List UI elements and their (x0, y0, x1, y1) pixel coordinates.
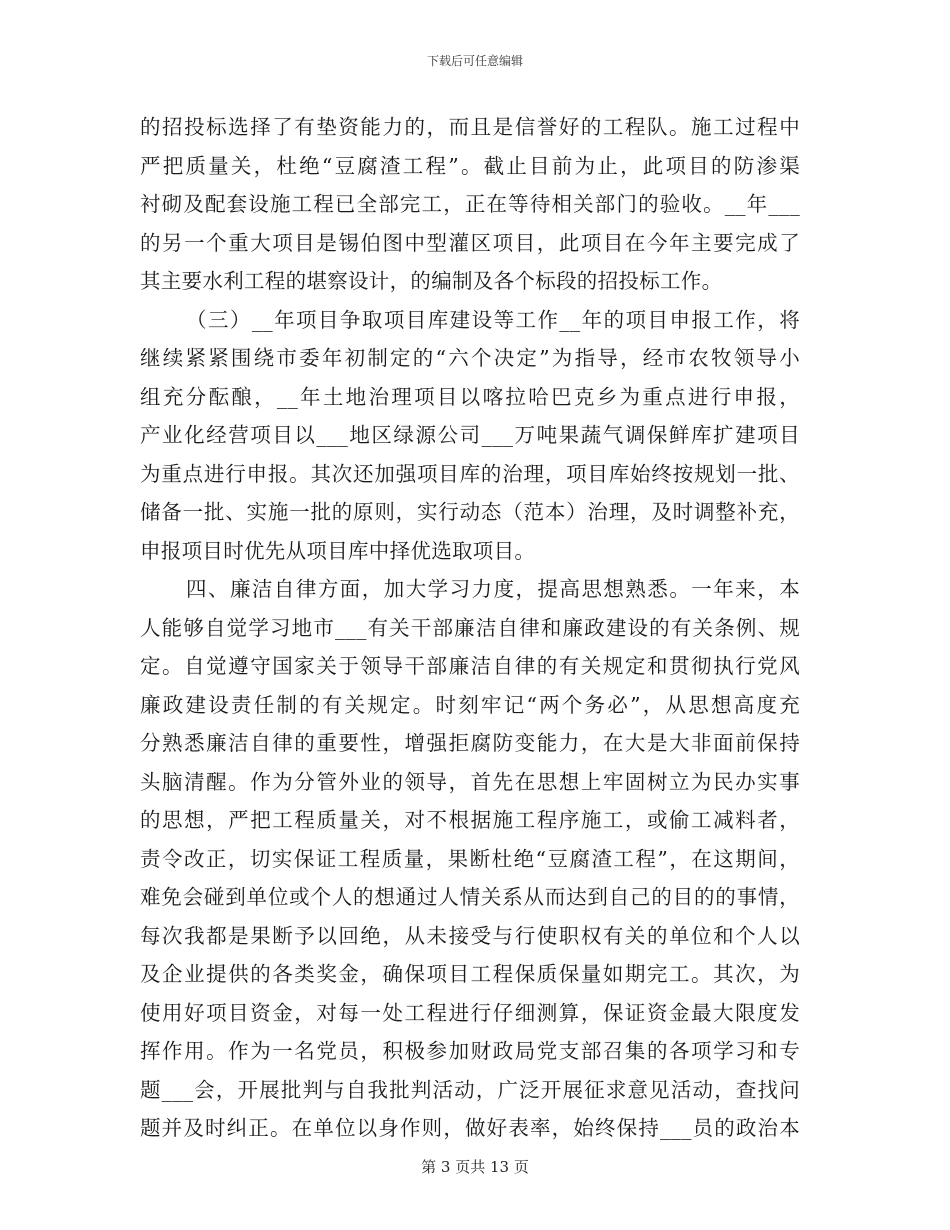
paragraph-start-line: （三）__年项目争取项目库建设等工作__年的项目申报工作，将 (186, 307, 800, 332)
text-line: 责令改正，切实保证工程质量，果断杜绝“豆腐渣工程”，在这期间， (140, 846, 800, 871)
text-line: 为重点进行申报。其次还加强项目库的治理，项目库始终按规划一批、 (140, 461, 800, 486)
text-line: 难免会碰到单位或个人的想通过人情关系从而达到自己的目的的事情， (140, 885, 800, 909)
text-line: 头脑清醒。作为分管外业的领导，首先在思想上牢固树立为民办实事 (140, 769, 800, 794)
text-line: 储备一批、实施一批的原则，实行动态（范本）治理，及时调整补充， (140, 500, 800, 524)
text-line: 的思想，严把工程质量关，对不根据施工程序施工，或偷工减料者， (140, 808, 800, 832)
text-line: 继续紧紧围绕市委年初制定的“六个决定”为指导，经市农牧领导小 (140, 346, 800, 370)
text-line: 每次我都是果断予以回绝，从未接受与行使职权有关的单位和个人以 (140, 923, 800, 948)
text-line: 其主要水利工程的堪察设计，的编制及各个标段的招投标工作。 (140, 269, 723, 293)
text-line: 产业化经营项目以___地区绿源公司___万吨果蔬气调保鲜库扩建项目 (140, 423, 800, 447)
document-body (140, 108, 800, 1148)
text-line: 人能够自觉学习地市___有关干部廉洁自律和廉政建设的有关条例、规 (140, 615, 800, 640)
paragraph-start-line: 四、廉洁自律方面，加大学习力度，提高思想熟悉。一年来，本 (186, 577, 800, 601)
text-line: 题___会，开展批判与自我批判活动，广泛开展征求意见活动，查找问 (140, 1077, 800, 1102)
text-line: 题并及时纠正。在单位以身作则，做好表率，始终保持___员的政治本 (140, 1116, 800, 1140)
text-line: 廉政建设责任制的有关规定。时刻牢记“两个务必”，从思想高度充 (140, 692, 800, 717)
text-line: 挥作用。作为一名党员，积极参加财政局党支部召集的各项学习和专 (140, 1039, 800, 1063)
page-header-note: 下载后可任意编辑 (426, 54, 523, 68)
text-line: 的另一个重大项目是锡伯图中型灌区项目，此项目在今年主要完成了 (140, 230, 800, 255)
text-line: 申报项目时优先从项目库中择优选取项目。 (140, 538, 536, 563)
text-line: 分熟悉廉洁自律的重要性，增强拒腐防变能力，在大是大非面前保持 (140, 731, 800, 755)
text-line: 定。自觉遵守国家关于领导干部廉洁自律的有关规定和贯彻执行党风 (140, 654, 800, 678)
text-line: 组充分酝酿，__年土地治理项目以喀拉哈巴克乡为重点进行申报， (140, 384, 800, 409)
text-line: 严把质量关，杜绝“豆腐渣工程”。截止目前为止，此项目的防渗渠 (140, 153, 800, 178)
text-line: 衬砌及配套设施工程已全部完工，正在等待相关部门的验收。__年___ (140, 192, 800, 216)
text-line: 使用好项目资金，对每一处工程进行仔细测算，保证资金最大限度发 (140, 1000, 800, 1025)
text-line: 及企业提供的各类奖金，确保项目工程保质保量如期完工。其次，为 (140, 962, 800, 986)
text-line: 的招投标选择了有垫资能力的，而且是信誉好的工程队。施工过程中 (140, 115, 800, 139)
page-number: 第 3 页共 13 页 (421, 1158, 529, 1176)
